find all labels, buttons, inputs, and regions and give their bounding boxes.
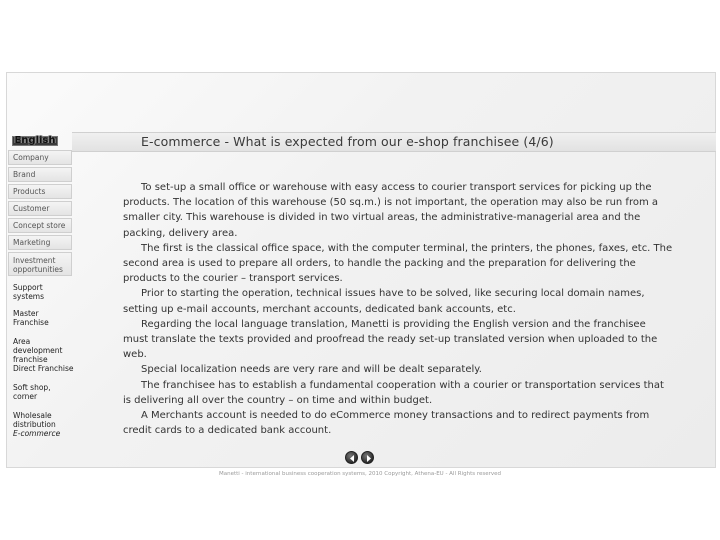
arrow-left-icon <box>348 454 357 463</box>
link-master-franchise[interactable]: Master Franchise <box>13 309 49 327</box>
paragraph: Special localization needs are very rare and will be dealt separately. <box>141 364 482 376</box>
paragraph: Prior to starting the operation, technical issues have to be solved, like securing local domain names, setting up e-mail accounts, merchant accounts, dedicated bank accounts, etc. <box>123 288 645 315</box>
language-tab[interactable] <box>12 136 58 146</box>
sidebar-item-products[interactable]: Products <box>8 184 72 199</box>
sidebar-item-investment[interactable]: Investment opportunities <box>8 252 72 276</box>
paragraph: To set-up a small office or warehouse with easy access to courier transport services for picking up the products. The location of this warehouse (50 sq.m.) is not important, the operation may also be run from a smaller city. This warehouse is divided in two virtual areas, the administrative-managerial area and the packing, delivery area. <box>123 182 658 239</box>
footer-copyright: Manetti - international business cooperation systems, 2010 Copyright, Athena-EU - All Rights reserved <box>218 471 502 477</box>
link-wholesale-distribution[interactable]: Wholesale distribution <box>13 411 56 429</box>
language-tab-label: English <box>14 135 56 146</box>
paragraph: The franchisee has to establish a fundamental cooperation with a courier or transportation services that is delivering all over the country – on time and within budget. <box>123 379 664 406</box>
link-e-commerce[interactable]: E-commerce <box>13 429 61 438</box>
link-direct-franchise[interactable]: Direct Franchise <box>13 364 74 373</box>
link-soft-shop-corner[interactable]: Soft shop, corner <box>13 383 51 401</box>
arrow-right-icon <box>364 454 373 463</box>
sidebar-item-concept-store[interactable]: Concept store <box>8 218 72 233</box>
next-page-button[interactable] <box>361 451 374 464</box>
paragraph: The first is the classical office space, with the computer terminal, the printers, the phones, faxes, etc. The second area is used to prepare all orders, to handle the packing and the preparation for delivering the products to the courier – transport services. <box>123 242 673 285</box>
sidebar <box>8 150 74 438</box>
paragraph: Regarding the local language translation, Manetti is providing the English version and the franchisee must translate the texts provided and proofread the ready set-up translated version when uploaded to the web. <box>123 318 658 361</box>
paragraph: A Merchants account is needed to do eCommerce money transactions and to redirect payments from credit cards to a dedicated bank account. <box>123 410 650 437</box>
sidebar-item-brand[interactable]: Brand <box>8 167 72 182</box>
link-support-systems[interactable]: Support systems <box>13 283 45 301</box>
main-content <box>123 180 673 438</box>
page-title: E-commerce - What is expected from our e-shop franchisee (4/6) <box>141 134 554 149</box>
previous-page-button[interactable] <box>345 451 358 464</box>
sidebar-item-marketing[interactable]: Marketing <box>8 235 72 250</box>
sidebar-item-customer[interactable]: Customer <box>8 201 72 216</box>
link-area-development-franchise[interactable]: Area development franchise <box>13 337 63 364</box>
sidebar-item-company[interactable]: Company <box>8 150 72 165</box>
